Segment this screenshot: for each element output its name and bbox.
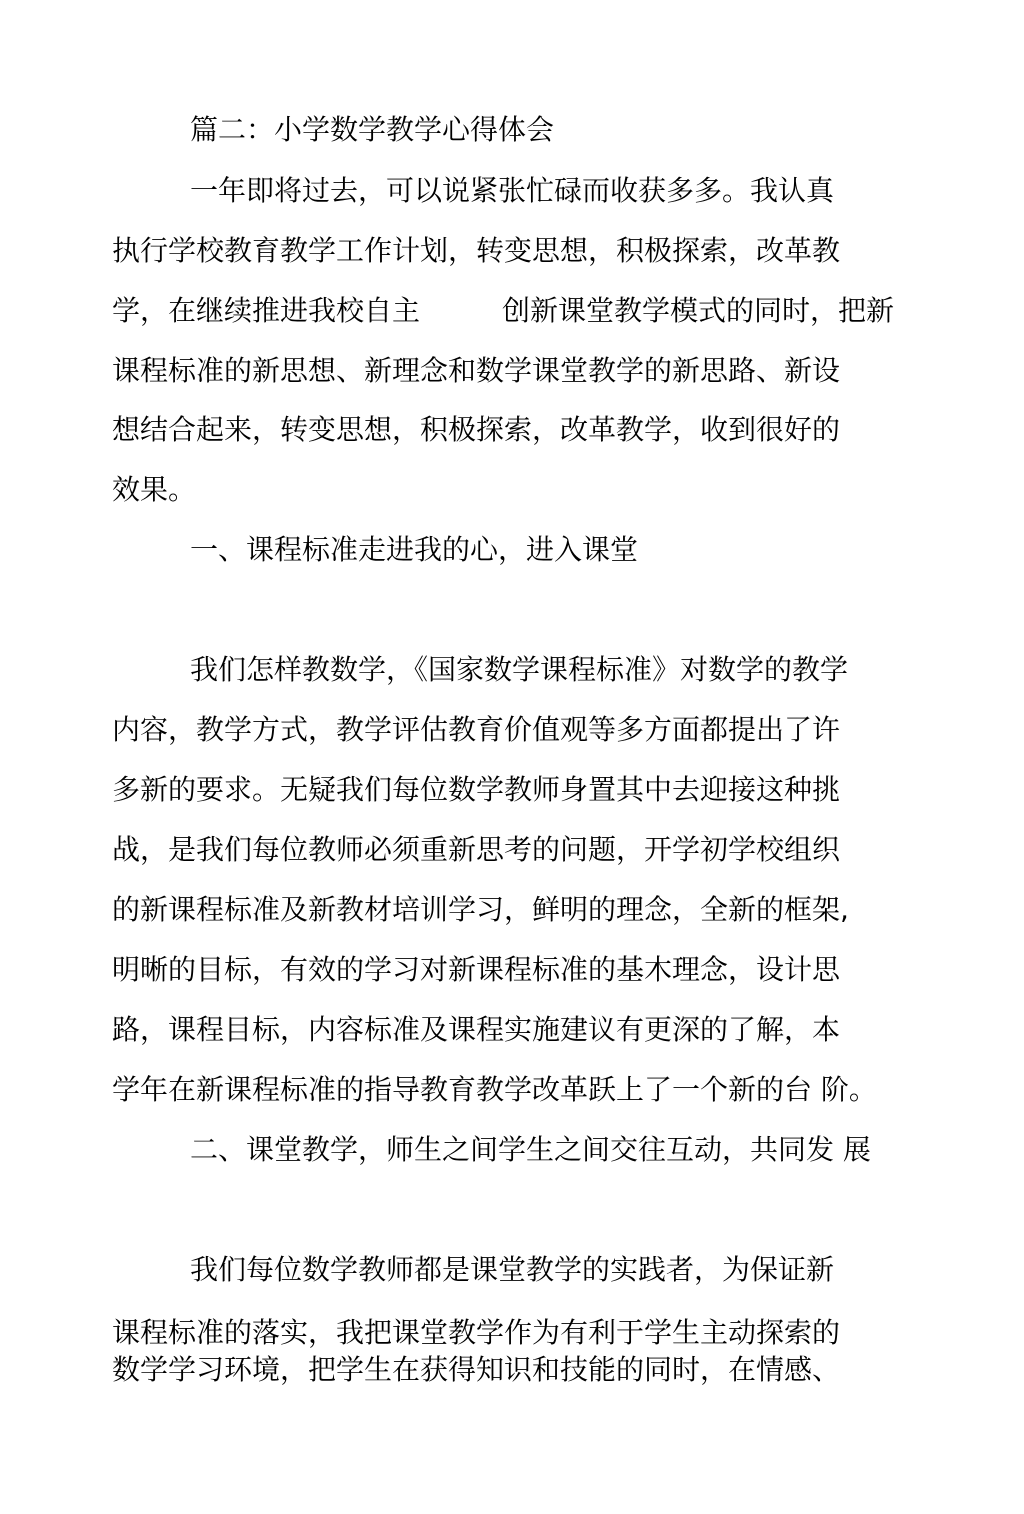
paragraph-line: 路，课程目标，内容标准及课程实施建议有更深的了解，本 xyxy=(112,1013,841,1046)
paragraph-line xyxy=(112,291,894,331)
paragraph-line: 内容，教学方式，教学评估教育价值观等多方面都提出了许 xyxy=(112,713,841,746)
paragraph-line: 效果。 xyxy=(112,473,197,506)
paragraph-line: 数学学习环境，把学生在获得知识和技能的同时，在情感、 xyxy=(112,1353,841,1386)
document-title: 篇二：小学数学教学心得体会 xyxy=(190,113,555,146)
paragraph-line: 想结合起来，转变思想，积极探索，改革教学，收到很好的 xyxy=(112,413,841,446)
paragraph-line: 我们怎样教数学，《国家数学课程标准》对数学的教学 xyxy=(190,653,849,686)
paragraph-line: 多新的要求。无疑我们每位数学教师身置其中去迎接这种挑 xyxy=(112,773,841,806)
section-heading: 二、课堂教学，师生之间学生之间交往互动，共同发 展 xyxy=(190,1133,871,1166)
paragraph-line: 学年在新课程标准的指导教育教学改革跃上了一个新的台 阶。 xyxy=(112,1073,877,1106)
paragraph-line: 执行学校教育教学工作计划，转变思想，积极探索，改革教 xyxy=(112,234,841,267)
paragraph-line: 课程标准的新思想、新理念和数学课堂教学的新思路、新设 xyxy=(112,354,841,387)
paragraph-line: 课程标准的落实，我把课堂教学作为有利于学生主动探索的 xyxy=(112,1316,841,1349)
paragraph-line: 我们每位数学教师都是课堂教学的实践者，为保证新 xyxy=(190,1253,835,1286)
section-heading: 一、课程标准走进我的心，进入课堂 xyxy=(190,533,639,566)
paragraph-line-part: 学，在继续推进我校自主 xyxy=(112,294,421,327)
paragraph-line: 战，是我们每位教师必须重新思考的问题，开学初学校组织 xyxy=(112,833,841,866)
paragraph-line: 的新课程标准及新教材培训学习，鲜明的理念，全新的框架, xyxy=(112,893,849,926)
paragraph-line-part: 创新课堂教学模式的同时，把新 xyxy=(502,294,895,327)
paragraph-line: 明晰的目标，有效的学习对新课程标准的基木理念，设计思 xyxy=(112,953,841,986)
paragraph-line: 一年即将过去，可以说紧张忙碌而收获多多。我认真 xyxy=(190,174,835,207)
